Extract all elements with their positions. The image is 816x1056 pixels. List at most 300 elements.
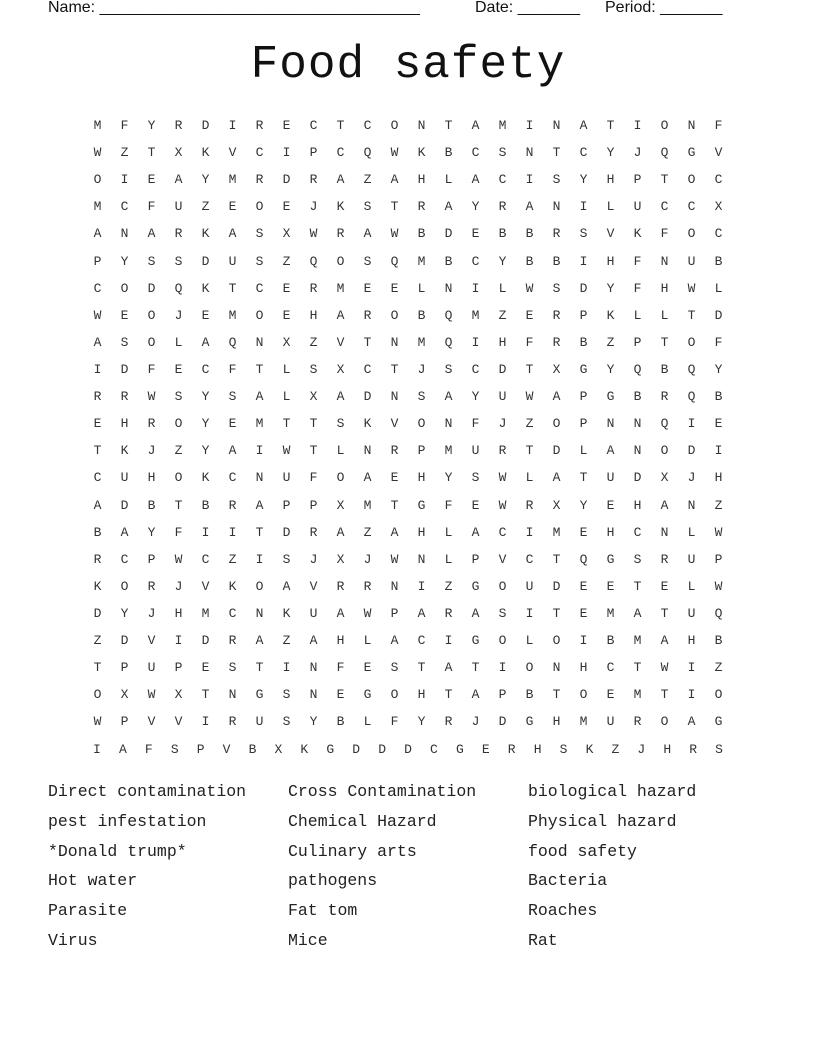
grid-letter[interactable]: D xyxy=(201,118,210,133)
grid-letter[interactable]: T xyxy=(633,578,642,594)
grid-letter[interactable]: X xyxy=(714,199,723,215)
grid-letter[interactable]: T xyxy=(687,307,696,323)
grid-letter[interactable]: O xyxy=(147,334,156,350)
grid-letter[interactable]: P xyxy=(93,253,102,269)
grid-letter[interactable]: Q xyxy=(714,605,723,621)
grid-letter[interactable]: M xyxy=(93,118,102,133)
grid-letter[interactable]: T xyxy=(633,660,642,676)
grid-letter[interactable]: N xyxy=(255,334,264,350)
grid-letter[interactable]: R xyxy=(507,741,516,757)
grid-letter[interactable]: S xyxy=(715,741,723,757)
grid-letter[interactable]: C xyxy=(606,660,615,676)
grid-letter[interactable]: Y xyxy=(714,361,723,377)
grid-letter[interactable]: I xyxy=(498,660,507,676)
grid-letter[interactable]: O xyxy=(390,687,399,703)
grid-letter[interactable]: Z xyxy=(282,253,291,269)
grid-letter[interactable]: I xyxy=(282,660,291,676)
grid-letter[interactable]: A xyxy=(390,633,399,649)
grid-letter[interactable]: A xyxy=(606,443,615,459)
grid-letter[interactable]: X xyxy=(552,361,561,377)
grid-letter[interactable]: V xyxy=(336,334,345,350)
grid-letter[interactable]: C xyxy=(93,280,102,296)
grid-letter[interactable]: F xyxy=(633,280,642,296)
grid-letter[interactable]: U xyxy=(687,253,696,269)
grid-letter[interactable]: Y xyxy=(606,145,615,161)
grid-letter[interactable]: D xyxy=(378,741,386,757)
grid-letter[interactable]: P xyxy=(579,389,588,405)
grid-letter[interactable]: C xyxy=(660,199,669,215)
grid-letter[interactable]: B xyxy=(201,497,210,513)
grid-letter[interactable]: R xyxy=(309,280,318,296)
grid-letter[interactable]: P xyxy=(633,172,642,188)
grid-letter[interactable]: Y xyxy=(579,172,588,188)
grid-letter[interactable]: T xyxy=(390,497,399,513)
grid-letter[interactable]: J xyxy=(363,551,372,567)
grid-letter[interactable]: A xyxy=(336,307,345,323)
grid-letter[interactable]: N xyxy=(606,416,615,432)
grid-letter[interactable]: R xyxy=(147,416,156,432)
grid-letter[interactable]: S xyxy=(336,416,345,432)
grid-letter[interactable]: W xyxy=(525,280,534,296)
grid-letter[interactable]: Z xyxy=(93,633,102,649)
grid-letter[interactable]: M xyxy=(471,307,480,323)
grid-letter[interactable]: Y xyxy=(120,253,129,269)
grid-letter[interactable]: A xyxy=(579,118,588,133)
grid-letter[interactable]: P xyxy=(471,551,480,567)
grid-letter[interactable]: F xyxy=(309,470,318,486)
grid-letter[interactable]: O xyxy=(498,633,507,649)
grid-letter[interactable]: R xyxy=(390,443,399,459)
grid-letter[interactable]: O xyxy=(336,470,345,486)
grid-letter[interactable]: O xyxy=(525,660,534,676)
grid-letter[interactable]: R xyxy=(255,172,264,188)
grid-letter[interactable]: S xyxy=(559,741,568,757)
grid-letter[interactable]: L xyxy=(363,714,372,730)
grid-letter[interactable]: T xyxy=(174,497,183,513)
grid-letter[interactable]: S xyxy=(363,199,372,215)
grid-letter[interactable]: F xyxy=(633,253,642,269)
grid-letter[interactable]: R xyxy=(444,714,453,730)
grid-letter[interactable]: Y xyxy=(579,497,588,513)
grid-letter[interactable]: I xyxy=(687,660,696,676)
grid-letter[interactable]: O xyxy=(255,199,264,215)
grid-letter[interactable]: O xyxy=(417,416,426,432)
grid-letter[interactable]: R xyxy=(363,578,372,594)
grid-letter[interactable]: W xyxy=(498,470,507,486)
grid-letter[interactable]: R xyxy=(309,172,318,188)
grid-letter[interactable]: B xyxy=(606,633,615,649)
grid-letter[interactable]: I xyxy=(255,551,264,567)
grid-letter[interactable]: E xyxy=(147,172,156,188)
grid-letter[interactable]: T xyxy=(282,416,291,432)
grid-letter[interactable]: J xyxy=(687,470,696,486)
grid-letter[interactable]: S xyxy=(444,361,453,377)
grid-letter[interactable]: C xyxy=(228,470,237,486)
grid-letter[interactable]: F xyxy=(444,497,453,513)
grid-letter[interactable]: A xyxy=(255,497,264,513)
grid-letter[interactable]: O xyxy=(687,172,696,188)
grid-letter[interactable]: A xyxy=(552,470,561,486)
grid-letter[interactable]: M xyxy=(633,633,642,649)
grid-letter[interactable]: T xyxy=(93,660,102,676)
grid-letter[interactable]: H xyxy=(417,687,426,703)
grid-letter[interactable]: O xyxy=(660,118,669,133)
grid-letter[interactable]: E xyxy=(579,605,588,621)
grid-letter[interactable]: L xyxy=(525,633,534,649)
grid-letter[interactable]: E xyxy=(282,118,291,133)
grid-letter[interactable]: T xyxy=(147,145,156,161)
grid-letter[interactable]: O xyxy=(174,470,183,486)
grid-letter[interactable]: F xyxy=(714,334,723,350)
grid-letter[interactable]: N xyxy=(390,334,399,350)
grid-letter[interactable]: K xyxy=(228,578,237,594)
grid-letter[interactable]: V xyxy=(498,551,507,567)
grid-letter[interactable]: D xyxy=(120,497,129,513)
grid-letter[interactable]: L xyxy=(282,361,291,377)
grid-letter[interactable]: A xyxy=(201,334,210,350)
grid-letter[interactable]: Z xyxy=(714,497,723,513)
grid-letter[interactable]: N xyxy=(660,253,669,269)
grid-letter[interactable]: B xyxy=(444,145,453,161)
grid-letter[interactable]: M xyxy=(228,307,237,323)
grid-letter[interactable]: I xyxy=(120,172,129,188)
grid-letter[interactable]: H xyxy=(633,497,642,513)
grid-letter[interactable]: C xyxy=(714,226,723,242)
grid-letter[interactable]: R xyxy=(336,578,345,594)
grid-letter[interactable]: A xyxy=(93,497,102,513)
grid-letter[interactable]: C xyxy=(417,633,426,649)
grid-letter[interactable]: G xyxy=(471,633,480,649)
grid-letter[interactable]: O xyxy=(390,118,399,133)
grid-letter[interactable]: N xyxy=(633,443,642,459)
grid-letter[interactable]: D xyxy=(352,741,361,757)
grid-letter[interactable]: G xyxy=(363,687,372,703)
grid-letter[interactable]: I xyxy=(633,118,642,133)
grid-letter[interactable]: R xyxy=(228,497,237,513)
grid-letter[interactable]: A xyxy=(336,389,345,405)
grid-letter[interactable]: S xyxy=(120,334,129,350)
grid-letter[interactable]: U xyxy=(687,551,696,567)
grid-letter[interactable]: E xyxy=(282,307,291,323)
grid-letter[interactable]: P xyxy=(282,497,291,513)
grid-letter[interactable]: Q xyxy=(444,307,453,323)
grid-letter[interactable]: C xyxy=(687,199,696,215)
grid-letter[interactable]: Y xyxy=(444,470,453,486)
grid-letter[interactable]: E xyxy=(606,578,615,594)
grid-letter[interactable]: K xyxy=(585,741,594,757)
grid-letter[interactable]: U xyxy=(282,470,291,486)
grid-letter[interactable]: R xyxy=(120,389,129,405)
grid-letter[interactable]: P xyxy=(633,334,642,350)
grid-letter[interactable]: K xyxy=(201,280,210,296)
grid-letter[interactable]: E xyxy=(660,578,669,594)
grid-letter[interactable]: G xyxy=(417,497,426,513)
grid-letter[interactable]: Y xyxy=(309,714,318,730)
grid-letter[interactable]: I xyxy=(687,416,696,432)
grid-letter[interactable]: O xyxy=(552,633,561,649)
grid-letter[interactable]: S xyxy=(174,389,183,405)
grid-letter[interactable]: X xyxy=(309,389,318,405)
grid-letter[interactable]: M xyxy=(363,497,372,513)
grid-letter[interactable]: P xyxy=(120,660,129,676)
grid-letter[interactable]: T xyxy=(660,334,669,350)
grid-letter[interactable]: X xyxy=(336,551,345,567)
grid-letter[interactable]: T xyxy=(255,660,264,676)
grid-letter[interactable]: R xyxy=(660,551,669,567)
grid-letter[interactable]: V xyxy=(174,714,183,730)
grid-letter[interactable]: S xyxy=(255,253,264,269)
grid-letter[interactable]: T xyxy=(660,687,669,703)
grid-letter[interactable]: B xyxy=(552,253,561,269)
grid-letter[interactable]: L xyxy=(417,280,426,296)
grid-letter[interactable]: A xyxy=(444,389,453,405)
grid-letter[interactable]: F xyxy=(228,361,237,377)
grid-letter[interactable]: K xyxy=(282,605,291,621)
grid-letter[interactable]: E xyxy=(714,416,723,432)
grid-letter[interactable]: R xyxy=(525,497,534,513)
grid-letter[interactable]: N xyxy=(552,118,561,133)
grid-letter[interactable]: C xyxy=(255,280,264,296)
grid-letter[interactable]: C xyxy=(255,145,264,161)
grid-letter[interactable]: S xyxy=(228,389,237,405)
grid-letter[interactable]: C xyxy=(120,551,129,567)
grid-letter[interactable]: X xyxy=(552,497,561,513)
grid-letter[interactable]: B xyxy=(579,334,588,350)
grid-letter[interactable]: R xyxy=(228,714,237,730)
grid-letter[interactable]: L xyxy=(633,307,642,323)
grid-letter[interactable]: W xyxy=(147,389,156,405)
grid-letter[interactable]: S xyxy=(282,687,291,703)
grid-letter[interactable]: I xyxy=(579,199,588,215)
grid-letter[interactable]: A xyxy=(336,605,345,621)
grid-letter[interactable]: C xyxy=(471,253,480,269)
grid-letter[interactable]: A xyxy=(687,714,696,730)
grid-letter[interactable]: V xyxy=(390,416,399,432)
grid-letter[interactable]: B xyxy=(714,389,723,405)
grid-letter[interactable]: M xyxy=(444,443,453,459)
grid-letter[interactable]: D xyxy=(687,443,696,459)
grid-letter[interactable]: A xyxy=(417,605,426,621)
grid-letter[interactable]: N xyxy=(633,416,642,432)
grid-letter[interactable]: E xyxy=(282,280,291,296)
grid-letter[interactable]: L xyxy=(498,280,507,296)
grid-letter[interactable]: B xyxy=(336,714,345,730)
grid-letter[interactable]: Y xyxy=(147,524,156,540)
grid-letter[interactable]: D xyxy=(579,280,588,296)
grid-letter[interactable]: G xyxy=(525,714,534,730)
grid-letter[interactable]: H xyxy=(687,633,696,649)
grid-letter[interactable]: Y xyxy=(201,172,210,188)
grid-letter[interactable]: L xyxy=(525,470,534,486)
grid-letter[interactable]: A xyxy=(660,633,669,649)
grid-letter[interactable]: U xyxy=(633,199,642,215)
grid-letter[interactable]: I xyxy=(471,280,480,296)
grid-letter[interactable]: M xyxy=(417,253,426,269)
grid-letter[interactable]: A xyxy=(471,605,480,621)
grid-letter[interactable]: I xyxy=(201,714,210,730)
grid-letter[interactable]: A xyxy=(282,578,291,594)
grid-letter[interactable]: V xyxy=(222,741,231,757)
grid-letter[interactable]: U xyxy=(228,253,237,269)
grid-letter[interactable]: U xyxy=(471,443,480,459)
grid-letter[interactable]: K xyxy=(417,145,426,161)
grid-letter[interactable]: K xyxy=(201,470,210,486)
grid-letter[interactable]: A xyxy=(228,443,237,459)
grid-letter[interactable]: A xyxy=(174,172,183,188)
grid-letter[interactable]: I xyxy=(579,633,588,649)
grid-letter[interactable]: J xyxy=(147,605,156,621)
grid-letter[interactable]: E xyxy=(390,470,399,486)
grid-letter[interactable]: N xyxy=(390,578,399,594)
grid-letter[interactable]: I xyxy=(93,741,101,757)
grid-letter[interactable]: H xyxy=(533,741,542,757)
grid-letter[interactable]: U xyxy=(525,578,534,594)
grid-letter[interactable]: C xyxy=(228,605,237,621)
grid-letter[interactable]: D xyxy=(282,172,291,188)
grid-letter[interactable]: O xyxy=(660,443,669,459)
grid-letter[interactable]: A xyxy=(255,389,264,405)
grid-letter[interactable]: L xyxy=(579,443,588,459)
grid-letter[interactable]: K xyxy=(606,307,615,323)
grid-letter[interactable]: X xyxy=(120,687,129,703)
grid-letter[interactable]: X xyxy=(274,741,283,757)
grid-letter[interactable]: B xyxy=(525,253,534,269)
grid-letter[interactable]: J xyxy=(633,145,642,161)
grid-letter[interactable]: C xyxy=(498,172,507,188)
grid-letter[interactable]: N xyxy=(525,145,534,161)
grid-letter[interactable]: B xyxy=(525,687,534,703)
grid-letter[interactable]: R xyxy=(689,741,698,757)
grid-letter[interactable]: O xyxy=(255,578,264,594)
grid-letter[interactable]: I xyxy=(255,443,264,459)
grid-letter[interactable]: P xyxy=(174,660,183,676)
grid-letter[interactable]: B xyxy=(660,361,669,377)
grid-letter[interactable]: A xyxy=(390,172,399,188)
grid-letter[interactable]: Z xyxy=(444,578,453,594)
grid-letter[interactable]: T xyxy=(471,660,480,676)
grid-letter[interactable]: J xyxy=(174,578,183,594)
grid-letter[interactable]: H xyxy=(663,741,672,757)
grid-letter[interactable]: M xyxy=(633,687,642,703)
grid-letter[interactable]: I xyxy=(525,118,534,133)
grid-letter[interactable]: H xyxy=(309,307,318,323)
grid-letter[interactable]: R xyxy=(660,389,669,405)
grid-letter[interactable]: C xyxy=(633,524,642,540)
grid-letter[interactable]: W xyxy=(282,443,291,459)
grid-letter[interactable]: C xyxy=(579,145,588,161)
grid-letter[interactable]: F xyxy=(147,361,156,377)
grid-letter[interactable]: H xyxy=(417,470,426,486)
grid-letter[interactable]: V xyxy=(714,145,723,161)
grid-letter[interactable]: R xyxy=(228,633,237,649)
grid-letter[interactable]: W xyxy=(390,145,399,161)
grid-letter[interactable]: Q xyxy=(309,253,318,269)
grid-letter[interactable]: C xyxy=(471,145,480,161)
grid-letter[interactable]: W xyxy=(147,687,156,703)
grid-letter[interactable]: H xyxy=(417,524,426,540)
grid-letter[interactable]: S xyxy=(498,145,507,161)
grid-letter[interactable]: Z xyxy=(174,443,183,459)
grid-letter[interactable]: U xyxy=(120,470,129,486)
grid-letter[interactable]: W xyxy=(714,578,723,594)
grid-letter[interactable]: E xyxy=(201,307,210,323)
grid-letter[interactable]: D xyxy=(120,361,129,377)
grid-letter[interactable]: C xyxy=(471,361,480,377)
grid-letter[interactable]: H xyxy=(606,253,615,269)
grid-letter[interactable]: N xyxy=(687,118,696,133)
grid-letter[interactable]: I xyxy=(687,687,696,703)
grid-letter[interactable]: A xyxy=(633,605,642,621)
grid-letter[interactable]: G xyxy=(255,687,264,703)
grid-letter[interactable]: W xyxy=(174,551,183,567)
grid-letter[interactable]: Y xyxy=(471,389,480,405)
grid-letter[interactable]: F xyxy=(390,714,399,730)
grid-letter[interactable]: R xyxy=(552,226,561,242)
grid-letter[interactable]: M xyxy=(255,416,264,432)
grid-letter[interactable]: N xyxy=(255,605,264,621)
grid-letter[interactable]: M xyxy=(228,172,237,188)
grid-letter[interactable]: N xyxy=(309,660,318,676)
grid-letter[interactable]: H xyxy=(417,172,426,188)
grid-letter[interactable]: O xyxy=(498,578,507,594)
grid-letter[interactable]: P xyxy=(120,714,129,730)
grid-letter[interactable]: T xyxy=(606,118,615,133)
grid-letter[interactable]: O xyxy=(93,687,102,703)
grid-letter[interactable]: T xyxy=(390,199,399,215)
grid-letter[interactable]: T xyxy=(228,280,237,296)
grid-letter[interactable]: X xyxy=(282,334,291,350)
grid-letter[interactable]: D xyxy=(552,578,561,594)
grid-letter[interactable]: M xyxy=(417,334,426,350)
grid-letter[interactable]: I xyxy=(228,118,237,133)
grid-letter[interactable]: E xyxy=(228,416,237,432)
grid-letter[interactable]: S xyxy=(417,389,426,405)
grid-letter[interactable]: K xyxy=(336,199,345,215)
grid-letter[interactable]: M xyxy=(93,199,102,215)
grid-letter[interactable]: M xyxy=(552,524,561,540)
grid-letter[interactable]: S xyxy=(282,714,291,730)
grid-letter[interactable]: L xyxy=(174,334,183,350)
grid-letter[interactable]: F xyxy=(144,741,153,757)
grid-letter[interactable]: W xyxy=(93,714,102,730)
grid-letter[interactable]: D xyxy=(201,253,210,269)
grid-letter[interactable]: C xyxy=(336,145,345,161)
grid-letter[interactable]: N xyxy=(417,118,426,133)
grid-letter[interactable]: F xyxy=(471,416,480,432)
grid-letter[interactable]: I xyxy=(417,578,426,594)
grid-letter[interactable]: T xyxy=(552,605,561,621)
grid-letter[interactable]: E xyxy=(228,199,237,215)
grid-letter[interactable]: E xyxy=(336,687,345,703)
grid-letter[interactable]: W xyxy=(498,497,507,513)
grid-letter[interactable]: Z xyxy=(363,524,372,540)
grid-letter[interactable]: T xyxy=(93,443,102,459)
grid-letter[interactable]: P xyxy=(309,497,318,513)
grid-letter[interactable]: A xyxy=(471,172,480,188)
grid-letter[interactable]: E xyxy=(481,741,490,757)
grid-letter[interactable]: O xyxy=(579,687,588,703)
grid-letter[interactable]: I xyxy=(282,145,291,161)
grid-letter[interactable]: E xyxy=(363,660,372,676)
grid-letter[interactable]: C xyxy=(430,741,438,757)
grid-letter[interactable]: C xyxy=(93,470,102,486)
grid-letter[interactable]: O xyxy=(714,687,723,703)
grid-letter[interactable]: Q xyxy=(228,334,237,350)
grid-letter[interactable]: U xyxy=(687,605,696,621)
grid-letter[interactable]: Q xyxy=(687,361,696,377)
grid-letter[interactable]: C xyxy=(201,361,210,377)
grid-letter[interactable]: P xyxy=(579,307,588,323)
